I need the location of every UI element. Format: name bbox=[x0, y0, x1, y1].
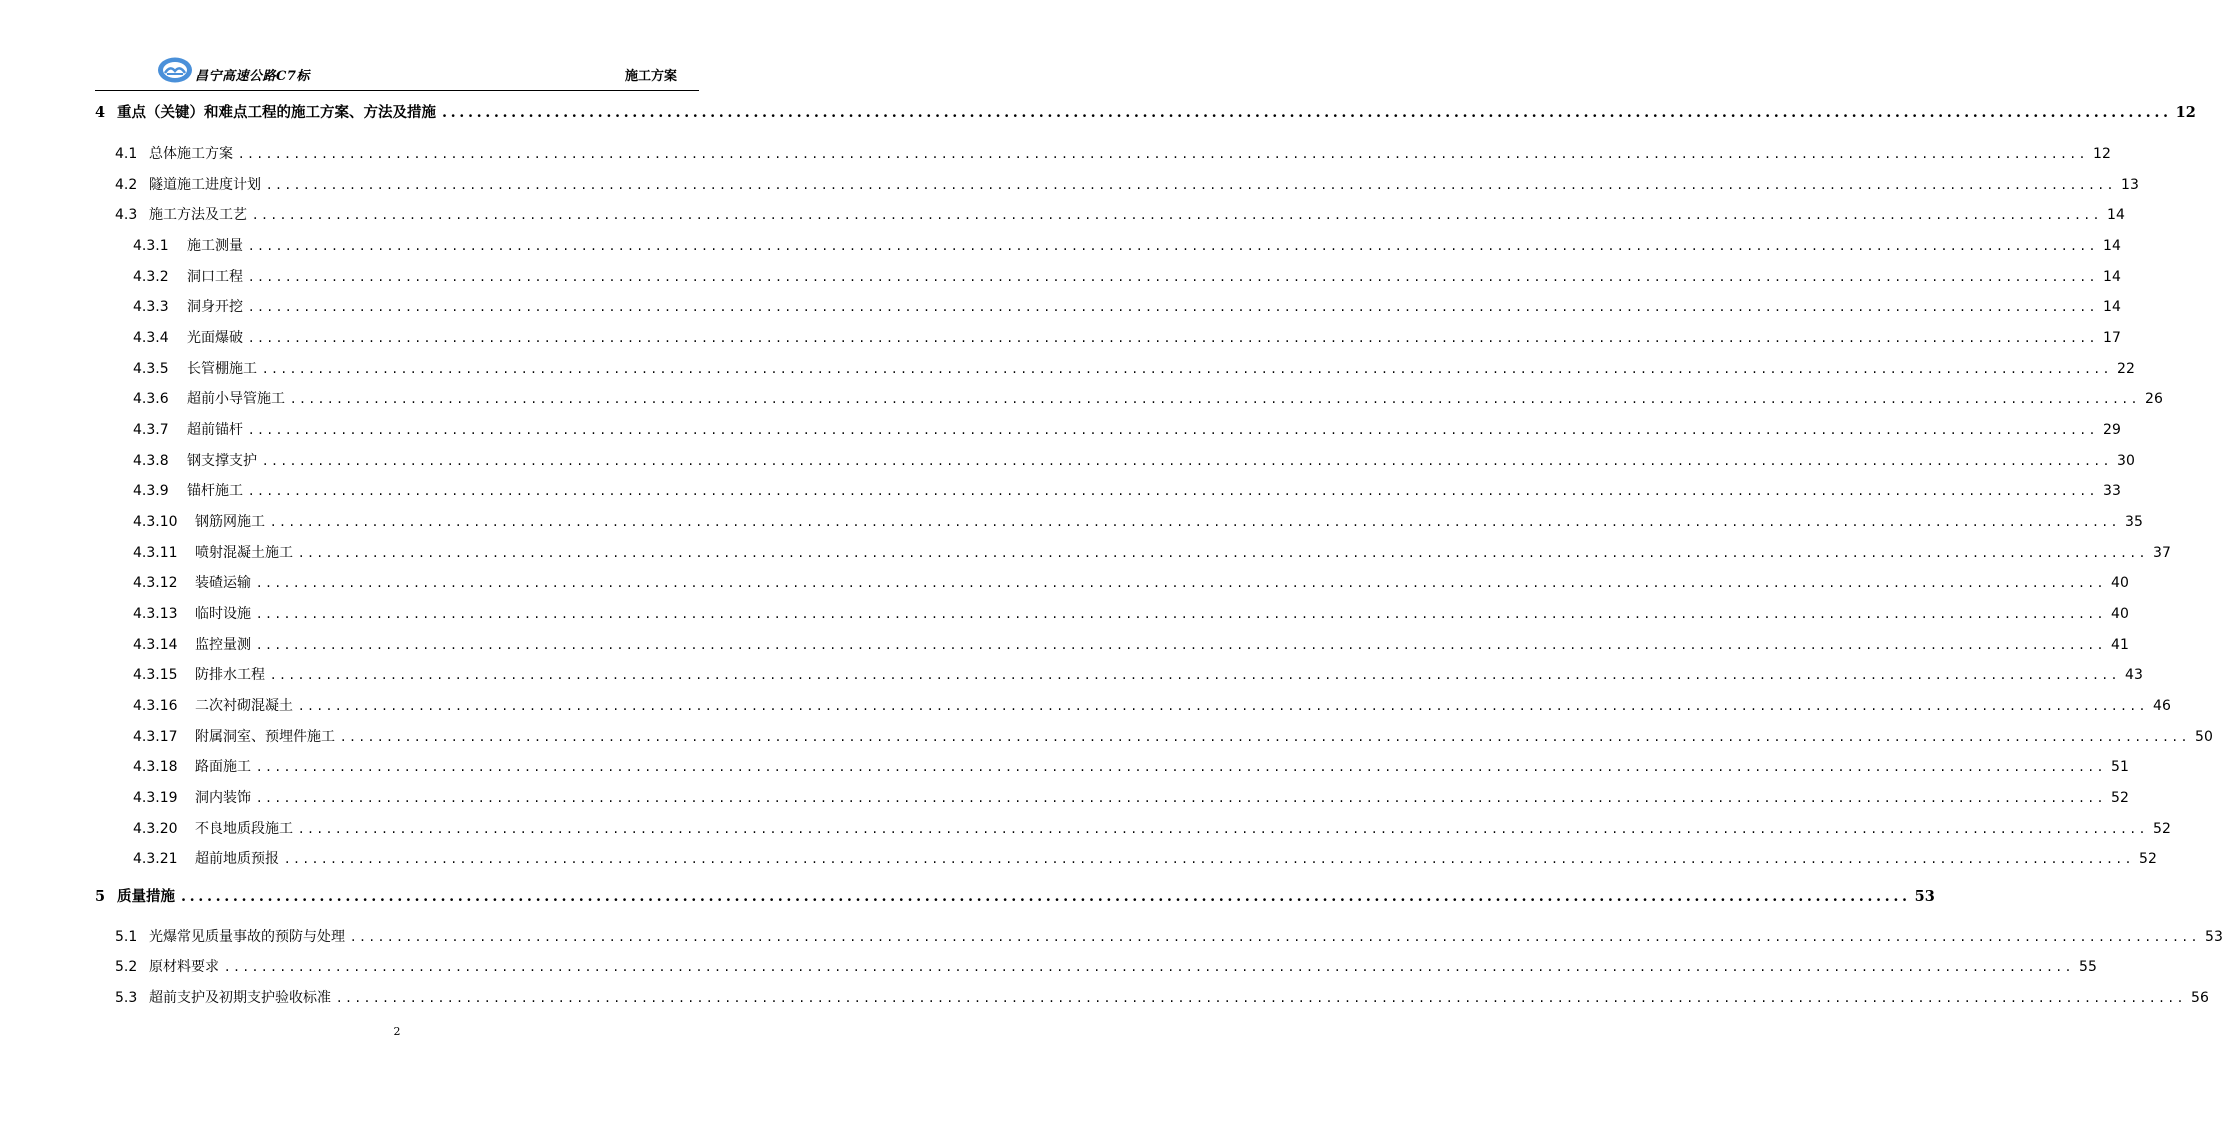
toc-entry-title: 洞口工程 bbox=[187, 269, 243, 285]
toc-leader-dots: ........................................................................................................................................................................................................ bbox=[341, 729, 2192, 745]
toc-entry-title: 路面施工 bbox=[195, 759, 251, 775]
toc-entry[interactable] bbox=[133, 574, 2129, 592]
toc-entry-page: 43 bbox=[2125, 667, 2143, 683]
toc-entry-number: 4.2 bbox=[115, 177, 138, 193]
toc-leader-dots: ........................................................................................................................................................................................................ bbox=[263, 453, 2114, 469]
toc-entry-page: 29 bbox=[2103, 422, 2121, 438]
toc-entry[interactable] bbox=[133, 728, 2213, 746]
toc-entry[interactable] bbox=[133, 329, 2121, 347]
toc-entry-page: 53 bbox=[1914, 888, 1935, 905]
toc-leader-dots: ........................................................................................................................................................................................................ bbox=[249, 269, 2100, 285]
toc-entry-title: 总体施工方案 bbox=[149, 146, 233, 162]
toc-leader-dots: ........................................................................................................................................................................................................ bbox=[285, 851, 2136, 867]
toc-leader-dots: ........................................................................................................................................................................................................ bbox=[299, 821, 2150, 837]
toc-entry-title: 隧道施工进度计划 bbox=[149, 177, 261, 193]
toc-entry-page: 14 bbox=[2103, 269, 2121, 285]
toc-entry-page: 37 bbox=[2153, 545, 2171, 561]
page-number: 2 bbox=[393, 1025, 401, 1038]
toc-leader-dots: ........................................................................................................................................................................................................ bbox=[249, 483, 2100, 499]
toc-entry[interactable] bbox=[115, 958, 2097, 976]
toc-entry-page: 46 bbox=[2153, 698, 2171, 714]
toc-entry-title: 超前支护及初期支护验收标准 bbox=[149, 990, 331, 1006]
toc-entry-page: 52 bbox=[2111, 790, 2129, 806]
toc-entry[interactable] bbox=[133, 421, 2121, 439]
toc-entry[interactable] bbox=[133, 636, 2129, 654]
toc-entry-title: 施工方法及工艺 bbox=[149, 207, 247, 223]
toc-entry-page: 41 bbox=[2111, 637, 2129, 653]
toc-entry-page: 14 bbox=[2107, 207, 2125, 223]
toc-entry-number: 4.3.9 bbox=[133, 483, 169, 499]
toc-entry-number: 4.3.14 bbox=[133, 637, 178, 653]
company-logo-icon bbox=[157, 56, 193, 84]
toc-entry[interactable] bbox=[115, 145, 2111, 163]
toc-leader-dots: ........................................................................................................................................................................................................ bbox=[253, 207, 2104, 223]
header-document-type: 施工方案 bbox=[624, 69, 677, 84]
header-project-name: 昌宁高速公路C7标 bbox=[195, 69, 310, 84]
toc-entry-number: 4.3.15 bbox=[133, 667, 178, 683]
toc-entry-title: 洞内装饰 bbox=[195, 790, 251, 806]
toc-entry[interactable] bbox=[133, 820, 2171, 838]
toc-leader-dots: ........................................................................................................................................................................................................ bbox=[442, 104, 2172, 121]
toc-entry-page: 22 bbox=[2117, 361, 2135, 377]
toc-entry[interactable] bbox=[133, 237, 2121, 255]
toc-entry-title: 超前锚杆 bbox=[187, 422, 243, 438]
toc-leader-dots: ........................................................................................................................................................................................................ bbox=[249, 238, 2100, 254]
toc-entry-number: 4.3.3 bbox=[133, 299, 169, 315]
toc-entry-title: 喷射混凝土施工 bbox=[195, 545, 293, 561]
toc-leader-dots: ........................................................................................................................................................................................................ bbox=[337, 990, 2188, 1006]
toc-entry-number: 4.3.21 bbox=[133, 851, 178, 867]
toc-entry-page: 33 bbox=[2103, 483, 2121, 499]
toc-leader-dots: ........................................................................................................................................................................................................ bbox=[271, 667, 2122, 683]
toc-entry-title: 装碴运输 bbox=[195, 575, 251, 591]
toc-leader-dots: ........................................................................................................................................................................................................ bbox=[257, 575, 2108, 591]
toc-entry-number: 4.3.7 bbox=[133, 422, 169, 438]
toc-entry-page: 40 bbox=[2111, 575, 2129, 591]
toc-entry-page: 35 bbox=[2125, 514, 2143, 530]
toc-entry[interactable] bbox=[133, 850, 2157, 868]
toc-entry-title: 超前小导管施工 bbox=[187, 391, 285, 407]
toc-entry-title: 长管棚施工 bbox=[187, 361, 257, 377]
toc-entry-page: 52 bbox=[2139, 851, 2157, 867]
toc-entry-title: 防排水工程 bbox=[195, 667, 265, 683]
toc-leader-dots: ........................................................................................................................................................................................................ bbox=[239, 146, 2090, 162]
toc-entry[interactable] bbox=[115, 928, 2223, 946]
toc-entry-title: 锚杆施工 bbox=[187, 483, 243, 499]
toc-entry[interactable] bbox=[95, 888, 1935, 906]
toc-leader-dots: ........................................................................................................................................................................................................ bbox=[263, 361, 2114, 377]
toc-entry-title: 超前地质预报 bbox=[195, 851, 279, 867]
toc-entry-page: 30 bbox=[2117, 453, 2135, 469]
toc-entry-number: 4.3.10 bbox=[133, 514, 178, 530]
toc-entry-page: 17 bbox=[2103, 330, 2121, 346]
toc-entry[interactable] bbox=[133, 758, 2129, 776]
toc-leader-dots: ........................................................................................................................................................................................................ bbox=[249, 299, 2100, 315]
toc-entry[interactable] bbox=[133, 298, 2121, 316]
toc-entry-page: 40 bbox=[2111, 606, 2129, 622]
toc-entry[interactable] bbox=[133, 666, 2143, 684]
toc-entry-number: 4.3.13 bbox=[133, 606, 178, 622]
toc-leader-dots: ........................................................................................................................................................................................................ bbox=[291, 391, 2142, 407]
toc-entry-title: 附属洞室、预埋件施工 bbox=[195, 729, 335, 745]
toc-leader-dots: ........................................................................................................................................................................................................ bbox=[299, 698, 2150, 714]
toc-leader-dots: ........................................................................................................................................................................................................ bbox=[351, 929, 2202, 945]
toc-entry[interactable] bbox=[133, 605, 2129, 623]
toc-entry-page: 12 bbox=[2175, 104, 2196, 121]
toc-leader-dots: ........................................................................................................................................................................................................ bbox=[249, 422, 2100, 438]
toc-entry[interactable] bbox=[133, 513, 2143, 531]
toc-leader-dots: ........................................................................................................................................................................................................ bbox=[267, 177, 2118, 193]
toc-entry-number: 5.2 bbox=[115, 959, 138, 975]
toc-entry-title: 重点（关键）和难点工程的施工方案、方法及措施 bbox=[117, 104, 436, 121]
toc-entry-number: 5 bbox=[95, 888, 106, 905]
toc-entry-title: 洞身开挖 bbox=[187, 299, 243, 315]
toc-entry[interactable] bbox=[133, 544, 2171, 562]
toc-entry-number: 4.1 bbox=[115, 146, 138, 162]
toc-entry-title: 钢支撑支护 bbox=[187, 453, 257, 469]
toc-entry-title: 光爆常见质量事故的预防与处理 bbox=[149, 929, 345, 945]
toc-entry-page: 13 bbox=[2121, 177, 2139, 193]
toc-entry-number: 5.3 bbox=[115, 990, 138, 1006]
toc-entry-number: 4.3 bbox=[115, 207, 138, 223]
toc-entry[interactable] bbox=[133, 482, 2121, 500]
toc-entry-number: 4.3.5 bbox=[133, 361, 169, 377]
toc-entry-title: 施工测量 bbox=[187, 238, 243, 254]
toc-entry-number: 4.3.16 bbox=[133, 698, 178, 714]
toc-leader-dots: ........................................................................................................................................................................................................ bbox=[257, 759, 2108, 775]
toc-leader-dots: ........................................................................................................................................................................................................ bbox=[299, 545, 2150, 561]
toc-entry[interactable] bbox=[133, 390, 2163, 408]
toc-entry-page: 51 bbox=[2111, 759, 2129, 775]
toc-entry-number: 4.3.12 bbox=[133, 575, 178, 591]
toc-entry-number: 4.3.17 bbox=[133, 729, 178, 745]
toc-entry-number: 4.3.11 bbox=[133, 545, 178, 561]
toc-entry-title: 原材料要求 bbox=[149, 959, 219, 975]
toc-entry-number: 4.3.20 bbox=[133, 821, 178, 837]
toc-entry-number: 4.3.2 bbox=[133, 269, 169, 285]
toc-entry[interactable] bbox=[115, 206, 2125, 224]
toc-leader-dots: ........................................................................................................................................................................................................ bbox=[181, 888, 1911, 905]
toc-entry-page: 53 bbox=[2205, 929, 2223, 945]
toc-entry-number: 5.1 bbox=[115, 929, 138, 945]
toc-entry[interactable] bbox=[133, 697, 2171, 715]
toc-entry-number: 4.3.1 bbox=[133, 238, 169, 254]
toc-entry-title: 光面爆破 bbox=[187, 330, 243, 346]
toc-leader-dots: ........................................................................................................................................................................................................ bbox=[257, 606, 2108, 622]
toc-entry-page: 55 bbox=[2079, 959, 2097, 975]
toc-entry-title: 临时设施 bbox=[195, 606, 251, 622]
toc-entry[interactable] bbox=[115, 989, 2209, 1007]
toc-entry-number: 4.3.8 bbox=[133, 453, 169, 469]
page-header bbox=[95, 56, 699, 88]
toc-entry[interactable] bbox=[133, 360, 2135, 378]
toc-leader-dots: ........................................................................................................................................................................................................ bbox=[249, 330, 2100, 346]
toc-entry[interactable] bbox=[95, 104, 2196, 122]
toc-entry-title: 钢筋网施工 bbox=[195, 514, 265, 530]
toc-entry-title: 质量措施 bbox=[117, 888, 175, 905]
toc-entry[interactable] bbox=[115, 176, 2139, 194]
toc-entry-number: 4.3.18 bbox=[133, 759, 178, 775]
toc-entry-title: 监控量测 bbox=[195, 637, 251, 653]
toc-entry-page: 12 bbox=[2093, 146, 2111, 162]
toc-entry[interactable] bbox=[133, 268, 2121, 286]
toc-entry-title: 二次衬砌混凝土 bbox=[195, 698, 293, 714]
toc-leader-dots: ........................................................................................................................................................................................................ bbox=[257, 637, 2108, 653]
toc-entry[interactable] bbox=[133, 789, 2129, 807]
toc-leader-dots: ........................................................................................................................................................................................................ bbox=[271, 514, 2122, 530]
toc-entry-page: 14 bbox=[2103, 238, 2121, 254]
toc-entry-page: 52 bbox=[2153, 821, 2171, 837]
toc-entry[interactable] bbox=[133, 452, 2135, 470]
toc-entry-number: 4 bbox=[95, 104, 106, 121]
header-divider bbox=[95, 90, 699, 91]
toc-entry-number: 4.3.6 bbox=[133, 391, 169, 407]
toc-entry-page: 56 bbox=[2191, 990, 2209, 1006]
toc-entry-page: 14 bbox=[2103, 299, 2121, 315]
toc-entry-number: 4.3.4 bbox=[133, 330, 169, 346]
toc-entry-title: 不良地质段施工 bbox=[195, 821, 293, 837]
toc-leader-dots: ........................................................................................................................................................................................................ bbox=[225, 959, 2076, 975]
toc-entry-number: 4.3.19 bbox=[133, 790, 178, 806]
toc-entry-page: 26 bbox=[2145, 391, 2163, 407]
toc-leader-dots: ........................................................................................................................................................................................................ bbox=[257, 790, 2108, 806]
toc-entry-page: 50 bbox=[2195, 729, 2213, 745]
